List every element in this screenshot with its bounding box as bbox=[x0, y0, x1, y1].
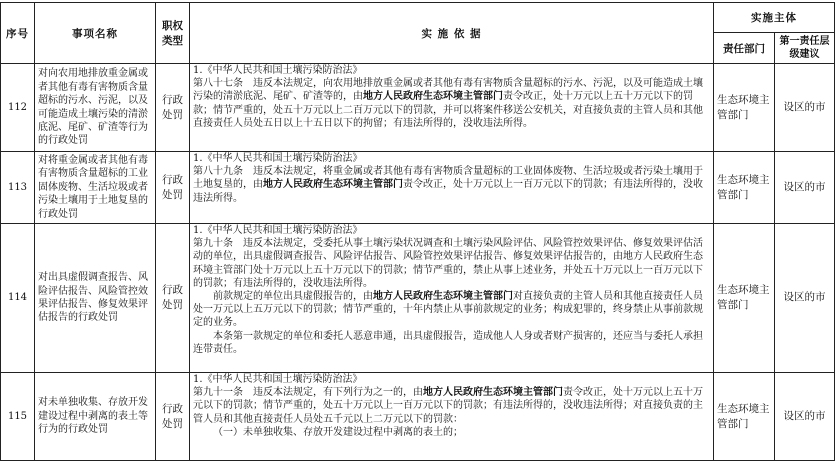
table-row bbox=[1, 373, 835, 461]
header-level: 第一责任层级建议 bbox=[775, 33, 835, 64]
basis-article bbox=[193, 165, 710, 205]
basis-authority: 地方人民政府生态环境主管部门 bbox=[373, 291, 513, 303]
row-seq: 114 bbox=[1, 224, 35, 373]
basis-authority: 地方人民政府生态环境主管部门 bbox=[423, 387, 563, 399]
row-level: 设区的市 bbox=[775, 152, 835, 224]
header-subject: 实施主体 bbox=[714, 3, 835, 33]
row-dept: 生态环境主管部门 bbox=[714, 64, 775, 152]
row-seq: 113 bbox=[1, 152, 35, 224]
basis-text: 对直接负责的主管人员和其他直接责任人员处一万元以上五万元以下的罚款；情节严重的，十年内禁止从事前款规定的业务；构成犯罪的，终身禁止从事前款规定的业务。 bbox=[193, 291, 703, 329]
basis-article: 第九十条 违反本法规定，受委托从事土壤污染状况调查和土壤污染风险评估、风险管控效果评估、修复效果评估活动的单位，出具虚假调查报告、风险评估报告、风险管控效果评估报告、修复效果评估报告的，由地方人民政府生态环境主管部门处十万元以上五十万元以下的罚款；情节严重的，禁止从事上述业务，并处五十万元以上一百万元以下的罚款；有违法所得的，没收违法所得。 bbox=[193, 238, 703, 289]
header-row-1 bbox=[1, 3, 835, 33]
row-name: 对未单独收集、存放开发建设过程中剥离的表土等行为的行政处罚 bbox=[35, 373, 156, 461]
basis-law: 1.《中华人民共和国土壤污染防治法》 bbox=[193, 153, 363, 164]
table-row bbox=[1, 64, 835, 152]
row-level: 设区的市 bbox=[775, 224, 835, 373]
row-category: 行政处罚 bbox=[156, 373, 190, 461]
row-name: 对出具虚假调查报告、风险评估报告、风险管控效果评估报告、修复效果评估报告的行政处罚 bbox=[35, 224, 156, 373]
basis-text: 第九十一条 违反本法规定，有下列行为之一的，由 bbox=[193, 387, 423, 399]
basis-law: 1.《中华人民共和国土壤污染防治法》 bbox=[193, 374, 363, 385]
row-dept: 生态环境主管部门 bbox=[714, 224, 775, 373]
row-level: 设区的市 bbox=[775, 64, 835, 152]
row-level: 设区的市 bbox=[775, 373, 835, 461]
row-seq: 112 bbox=[1, 64, 35, 152]
basis-text: 责令改正，处十万元以上五十万元以下的罚款；情节严重的，处五十万元以上一百万元以下的罚款；有违法所得的，没收违法所得；对直接负责的主管人员和其他直接责任人员处五千元以上二万元以下的罚款： bbox=[193, 387, 703, 425]
basis-law: 1.《中华人民共和国土壤污染防治法》 bbox=[193, 225, 363, 236]
row-basis bbox=[190, 224, 714, 373]
row-category: 行政处罚 bbox=[156, 152, 190, 224]
row-name: 对向农用地排放重金属或者其他有毒有害物质含量超标的污水、污泥，以及可能造成土壤污染的清淤底泥、尾矿、矿渣等行为的行政处罚 bbox=[35, 64, 156, 152]
basis-text: 第八十九条 违反本法规定，将重金属或者其他有毒有害物质含量超标的工业固体废物、生活垃圾或者污染土壤用于土地复垦的，由 bbox=[193, 166, 703, 191]
header-dept: 责任部门 bbox=[714, 33, 775, 64]
basis-text: 第八十七条 违反本法规定，向农用地排放重金属或者其他有毒有害物质含量超标的污水、污泥，以及可能造成土壤污染的清淤底泥、尾矿、矿渣等的，由 bbox=[193, 78, 703, 103]
basis-paragraph: 本条第一款规定的单位和委托人恶意串通，出具虚假报告，造成他人人身或者财产损害的，还应当与委托人承担连带责任。 bbox=[193, 330, 703, 355]
row-dept: 生态环境主管部门 bbox=[714, 373, 775, 461]
header-name: 事项名称 bbox=[35, 3, 156, 64]
table-row bbox=[1, 224, 835, 373]
header-category: 职权类型 bbox=[156, 3, 190, 64]
basis-text: 责令改正，处十万元以上一百万元以下的罚款；有违法所得的，没收违法所得。 bbox=[193, 179, 703, 204]
basis-item: （一）未单独收集、存放开发建设过程中剥离的表土的； bbox=[213, 426, 463, 438]
row-basis bbox=[190, 64, 714, 152]
basis-law: 1.《中华人民共和国土壤污染防治法》 bbox=[193, 65, 363, 76]
basis-paragraph bbox=[193, 290, 710, 330]
authority-table bbox=[0, 2, 835, 461]
row-category: 行政处罚 bbox=[156, 64, 190, 152]
row-basis bbox=[190, 152, 714, 224]
basis-text: 责令改正，处十万元以上五十万元以下的罚款；情节严重的，处五十万元以上二百万元以下的罚款，并可以将案件移送公安机关，对直接负责的主管人员和其他直接责任人员处五日以上十五日以下的拘留；有违法所得的，没收违法所得。 bbox=[193, 91, 703, 129]
basis-authority: 地方人民政府生态环境主管部门 bbox=[263, 179, 403, 191]
basis-article bbox=[193, 386, 710, 426]
row-dept: 生态环境主管部门 bbox=[714, 152, 775, 224]
basis-authority: 地方人民政府生态环境主管部门 bbox=[363, 91, 503, 103]
table-row bbox=[1, 152, 835, 224]
header-basis: 实 施 依 据 bbox=[190, 3, 714, 64]
basis-article bbox=[193, 77, 710, 130]
row-seq: 115 bbox=[1, 373, 35, 461]
row-basis bbox=[190, 373, 714, 461]
row-category: 行政处罚 bbox=[156, 224, 190, 373]
header-seq: 序号 bbox=[1, 3, 35, 64]
row-name: 对将重金属或者其他有毒有害物质含量超标的工业固体废物、生活垃圾或者污染土壤用于土地复垦的行政处罚 bbox=[35, 152, 156, 224]
basis-text: 前款规定的单位出具虚假报告的，由 bbox=[213, 291, 373, 303]
